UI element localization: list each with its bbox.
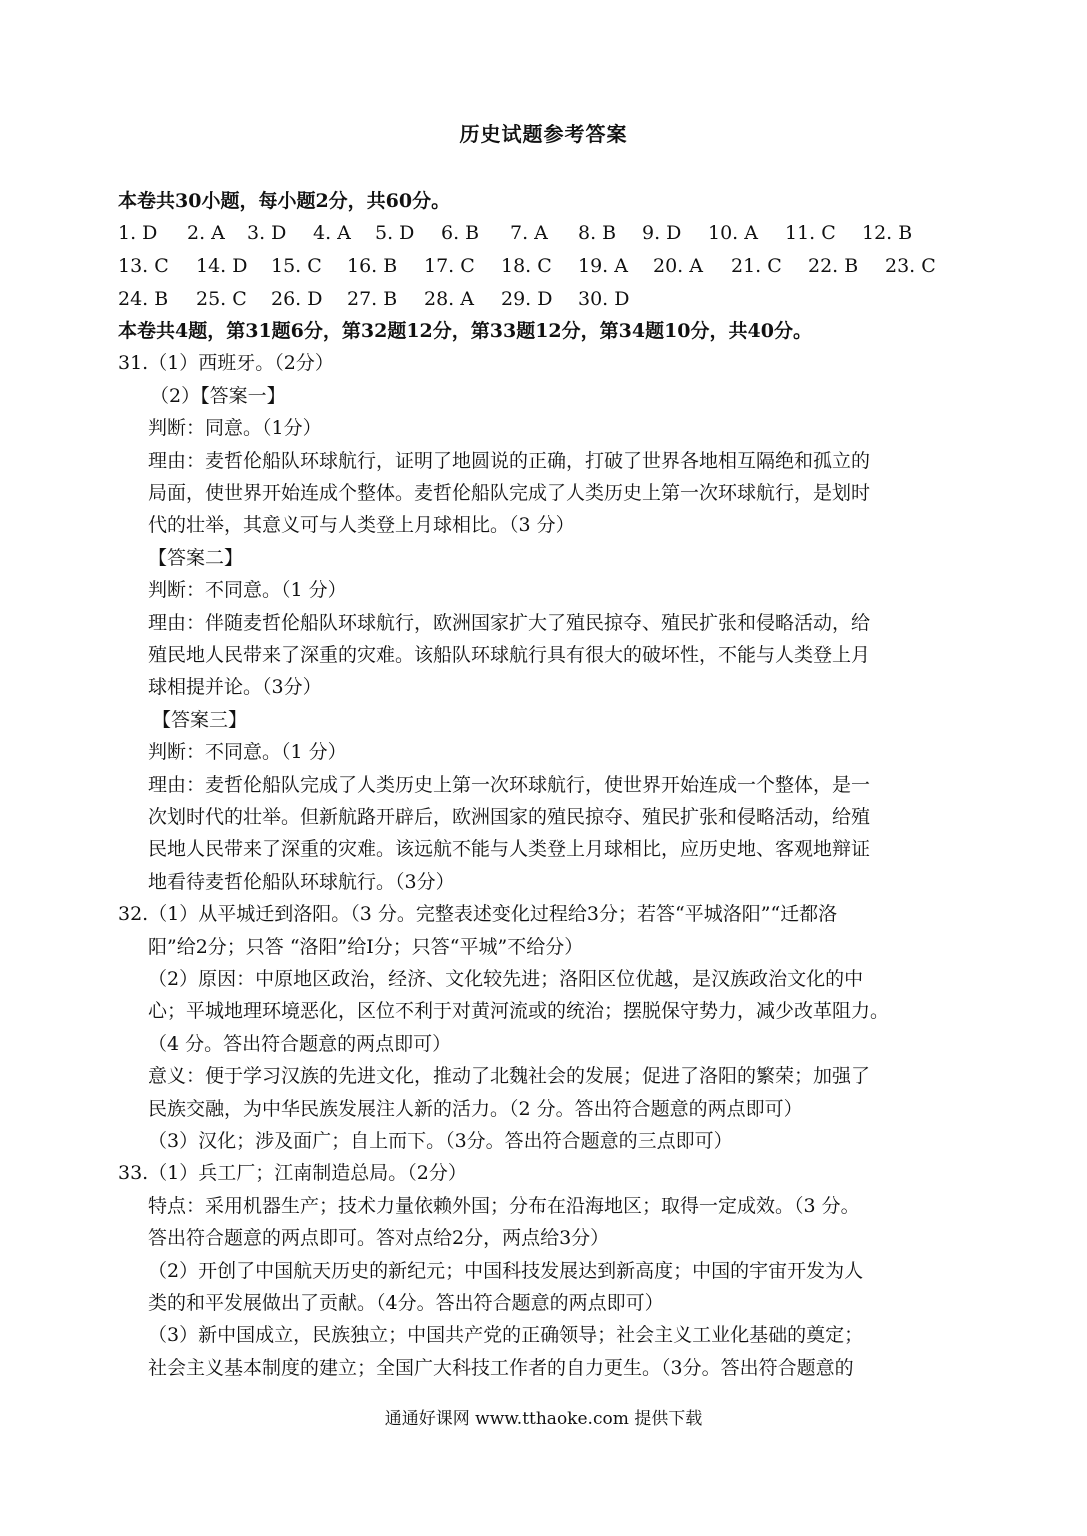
answer-line: 社会主义基本制度的建立；全国广大科技工作者的自力更生。（3分。答出符合题意的 (148, 1357, 854, 1379)
answer-line: 民族交融，为中华民族发展注人新的活力。（2 分。答出符合题意的两点即可） (148, 1098, 803, 1120)
answer-item: 28. A (424, 288, 474, 310)
answer-item: 22. B (808, 255, 859, 277)
answer-line: 代的壮举，其意义可与人类登上月球相比。（3 分） (148, 514, 575, 536)
answer-item: 13. C (118, 255, 169, 277)
answer-line: 心；平城地理环境恶化，区位不利于对黄河流或的统治；摆脱保守势力，减少改革阻力。 (148, 1000, 890, 1022)
answer-item: 15. C (271, 255, 322, 277)
answer-line: （4 分。答出符合题意的两点即可） (148, 1033, 452, 1055)
answer-item: 20. A (653, 255, 703, 277)
answer-item: 7. A (510, 222, 548, 244)
answer-line: （3）新中国成立，民族独立；中国共产党的正确领导；社会主义工业化基础的奠定； (148, 1324, 864, 1346)
q32-part1: 32.（1）从平城迁到洛阳。（3 分。完整表述变化过程给3分；若答“平城洛阳”“迁都洛 (118, 903, 838, 925)
answer-item: 8. B (578, 222, 617, 244)
q33-part1: 33.（1）兵工厂；江南制造总局。（2分） (118, 1162, 467, 1184)
answer-label: 【答案二】 (148, 547, 244, 569)
page-footer: 通通好课网 www.tthaoke.com 提供下载 (384, 1409, 703, 1429)
answer-line: 地看待麦哲伦船队环球航行。（3分） (148, 871, 455, 893)
answer-line: 理由：麦哲伦船队完成了人类历史上第一次环球航行，使世界开始连成一个整体，是一 (148, 774, 871, 796)
answer-line: 殖民地人民带来了深重的灾难。该船队环球航行具有很大的破坏性，不能与人类登上月 (148, 644, 871, 666)
answer-item: 9. D (642, 222, 682, 244)
answer-item: 23. C (885, 255, 936, 277)
answer-item: 27. B (347, 288, 398, 310)
answer-item: 6. B (441, 222, 480, 244)
answer-line: 类的和平发展做出了贡献。（4分。答出符合题意的两点即可） (148, 1292, 664, 1314)
q31-part1: 31.（1）西班牙。（2分） (118, 352, 334, 374)
answer-item: 10. A (708, 222, 758, 244)
answer-line: 判断：不同意。（1 分） (148, 579, 347, 601)
answer-item: 29. D (501, 288, 553, 310)
answer-line: 球相提并论。（3分） (148, 676, 322, 698)
answer-item: 14. D (196, 255, 248, 277)
answer-line: 意义：便于学习汉族的先进文化，推动了北魏社会的发展；促进了洛阳的繁荣；加强了 (148, 1065, 871, 1087)
section1-header: 本卷共30小题，每小题2分，共60分。 (118, 190, 451, 212)
section2-header: 本卷共4题，第31题6分，第32题12分，第33题12分，第34题10分，共40分。 (118, 320, 812, 342)
answer-item: 19. A (578, 255, 628, 277)
answer-line: 理由：伴随麦哲伦船队环球航行，欧洲国家扩大了殖民掠夺、殖民扩张和侵略活动，给 (148, 612, 871, 634)
answer-item: 3. D (247, 222, 287, 244)
answer-item: 24. B (118, 288, 169, 310)
answer-item: 18. C (501, 255, 552, 277)
answer-item: 11. C (785, 222, 836, 244)
answer-item: 25. C (196, 288, 247, 310)
page-title: 历史试题参考答案 (459, 122, 628, 146)
answer-item: 4. A (313, 222, 351, 244)
answer-item: 30. D (578, 288, 630, 310)
answer-line: 判断：不同意。（1 分） (148, 741, 347, 763)
answer-item: 5. D (375, 222, 415, 244)
answer-line: 民地人民带来了深重的灾难。该远航不能与人类登上月球相比，应历史地、客观地辩证 (148, 838, 871, 860)
answer-item: 12. B (862, 222, 913, 244)
answer-label: 【答案三】 (152, 709, 248, 731)
answer-item: 1. D (118, 222, 158, 244)
answer-item: 2. A (187, 222, 225, 244)
answer-line: （2）开创了中国航天历史的新纪元；中国科技发展达到新高度；中国的宇宙开发为人 (148, 1260, 864, 1282)
answer-line: 理由：麦哲伦船队环球航行，证明了地圆说的正确，打破了世界各地相互隔绝和孤立的 (148, 450, 871, 472)
answer-item: 17. C (424, 255, 475, 277)
answer-line: （3）汉化；涉及面广；自上而下。（3分。答出符合题意的三点即可） (148, 1130, 733, 1152)
answer-line: 局面，使世界开始连成个整体。麦哲伦船队完成了人类历史上第一次环球航行，是划时 (148, 482, 871, 504)
answer-line: （2）原因：中原地区政治，经济、文化较先进；洛阳区位优越，是汉族政治文化的中 (148, 968, 864, 990)
answer-line: 答出符合题意的两点即可。答对点给2分，两点给3分） (148, 1227, 610, 1249)
answer-line: 判断：同意。（1分） (148, 417, 322, 439)
answer-item: 16. B (347, 255, 398, 277)
answer-line: 次划时代的壮举。但新航路开辟后，欧洲国家的殖民掠夺、殖民扩张和侵略活动，给殖 (148, 806, 871, 828)
answer-line: 阳”给2分；只答 “洛阳”给Ⅰ分；只答“平城”不给分） (148, 936, 584, 958)
answer-line: 特点：采用机器生产；技术力量依赖外国；分布在沿海地区；取得一定成效。（3 分。 (148, 1195, 860, 1217)
answer-item: 26. D (271, 288, 323, 310)
answer-item: 21. C (731, 255, 782, 277)
q31-part2-label: （2）【答案一】 (150, 385, 286, 407)
